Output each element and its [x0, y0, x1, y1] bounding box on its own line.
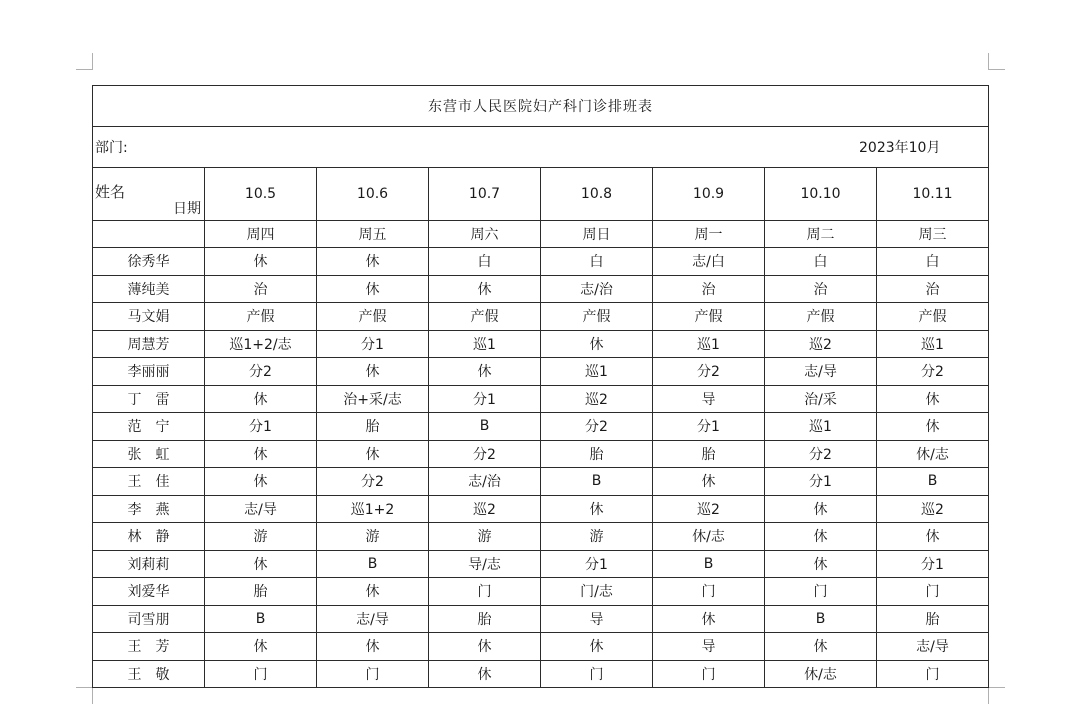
shift-cell[interactable]: 门 [205, 660, 317, 688]
date-cell[interactable]: 10.7 [429, 168, 541, 221]
shift-cell[interactable]: 休 [205, 633, 317, 661]
department-label: 部门: [95, 140, 128, 156]
shift-cell[interactable]: 巡1+2 [317, 495, 429, 523]
shift-cell[interactable]: B [541, 468, 653, 496]
shift-cell[interactable]: B [765, 605, 877, 633]
shift-cell[interactable]: 休 [653, 468, 765, 496]
weekday-cell[interactable]: 周三 [877, 221, 989, 248]
shift-cell[interactable]: B [317, 550, 429, 578]
shift-cell[interactable]: 巡1+2/志 [205, 330, 317, 358]
shift-cell[interactable]: 志/白 [653, 248, 765, 276]
table-row [93, 303, 989, 331]
shift-cell[interactable]: 胎 [317, 413, 429, 441]
crop-mark-top-right [988, 53, 1005, 70]
shift-cell[interactable]: 分2 [429, 440, 541, 468]
shift-cell[interactable]: 休 [765, 633, 877, 661]
shift-cell[interactable]: 导 [541, 605, 653, 633]
shift-cell[interactable]: 游 [429, 523, 541, 551]
shift-cell[interactable]: 门 [877, 578, 989, 606]
shift-cell[interactable]: 休 [317, 275, 429, 303]
shift-cell[interactable]: 产假 [765, 303, 877, 331]
shift-cell[interactable]: 游 [541, 523, 653, 551]
table-row [93, 248, 989, 276]
shift-cell[interactable]: 产假 [877, 303, 989, 331]
shift-cell[interactable]: B [429, 413, 541, 441]
shift-cell[interactable]: 导 [653, 385, 765, 413]
table-row [93, 440, 989, 468]
shift-cell[interactable]: 产假 [653, 303, 765, 331]
schedule-table [92, 85, 989, 688]
staff-name-cell[interactable]: 范 宁 [93, 413, 205, 441]
shift-cell[interactable]: 休 [205, 385, 317, 413]
shift-cell[interactable]: 休 [653, 605, 765, 633]
shift-cell[interactable]: 志/治 [541, 275, 653, 303]
shift-cell[interactable]: 休 [317, 440, 429, 468]
date-cell[interactable]: 10.9 [653, 168, 765, 221]
date-cell[interactable]: 10.6 [317, 168, 429, 221]
shift-cell[interactable]: 志/导 [877, 633, 989, 661]
weekday-cell[interactable]: 周二 [765, 221, 877, 248]
shift-cell[interactable]: 休 [877, 523, 989, 551]
staff-name-cell[interactable]: 刘莉莉 [93, 550, 205, 578]
shift-cell[interactable]: 巡1 [877, 330, 989, 358]
table-row [93, 275, 989, 303]
date-header: 日期 [173, 201, 201, 217]
shift-cell[interactable]: 休 [205, 550, 317, 578]
shift-cell[interactable]: 白 [541, 248, 653, 276]
table-row [93, 385, 989, 413]
shift-cell[interactable]: 志/导 [317, 605, 429, 633]
shift-cell[interactable]: 休 [765, 550, 877, 578]
date-cell[interactable]: 10.11 [877, 168, 989, 221]
shift-cell[interactable]: 游 [317, 523, 429, 551]
table-row [93, 578, 989, 606]
shift-cell[interactable]: 分1 [877, 550, 989, 578]
shift-cell[interactable]: 休 [205, 468, 317, 496]
shift-cell[interactable]: 产假 [541, 303, 653, 331]
shift-cell[interactable]: 分1 [653, 413, 765, 441]
weekday-cell[interactable]: 周四 [205, 221, 317, 248]
table-row [93, 413, 989, 441]
staff-name-cell[interactable]: 李 燕 [93, 495, 205, 523]
staff-name-cell[interactable]: 丁 雷 [93, 385, 205, 413]
date-cell[interactable]: 10.8 [541, 168, 653, 221]
department-month-cell[interactable] [93, 127, 989, 168]
shift-cell[interactable]: 休 [205, 440, 317, 468]
shift-cell[interactable]: 分2 [205, 358, 317, 386]
table-row [93, 523, 989, 551]
shift-cell[interactable]: 导/志 [429, 550, 541, 578]
shift-cell[interactable]: 休 [765, 495, 877, 523]
shift-cell[interactable]: 巡2 [877, 495, 989, 523]
staff-name-cell[interactable]: 马文娟 [93, 303, 205, 331]
shift-cell[interactable]: 志/治 [429, 468, 541, 496]
weekday-cell[interactable]: 周一 [653, 221, 765, 248]
shift-cell[interactable]: 胎 [653, 440, 765, 468]
table-row [93, 605, 989, 633]
staff-name-cell[interactable]: 周慧芳 [93, 330, 205, 358]
weekday-corner-cell[interactable] [93, 221, 205, 248]
shift-cell[interactable]: 休 [429, 633, 541, 661]
table-row [93, 468, 989, 496]
shift-cell[interactable]: B [205, 605, 317, 633]
staff-name-cell[interactable]: 张 虹 [93, 440, 205, 468]
table-row [93, 330, 989, 358]
shift-cell[interactable]: 巡2 [429, 495, 541, 523]
staff-name-cell[interactable]: 刘爱华 [93, 578, 205, 606]
staff-name-cell[interactable]: 薄纯美 [93, 275, 205, 303]
shift-cell[interactable]: 休 [429, 275, 541, 303]
shift-cell[interactable]: 休 [541, 330, 653, 358]
shift-cell[interactable]: 治 [205, 275, 317, 303]
weekday-cell[interactable]: 周日 [541, 221, 653, 248]
shift-cell[interactable]: 休 [877, 413, 989, 441]
shift-cell[interactable]: 休 [541, 495, 653, 523]
date-cell[interactable]: 10.10 [765, 168, 877, 221]
shift-cell[interactable]: 胎 [541, 440, 653, 468]
shift-cell[interactable]: 产假 [317, 303, 429, 331]
shift-cell[interactable]: 志/导 [205, 495, 317, 523]
staff-name-cell[interactable]: 李丽丽 [93, 358, 205, 386]
shift-cell[interactable]: 门 [765, 578, 877, 606]
header-diagonal-cell[interactable] [93, 168, 205, 221]
shift-cell[interactable]: 白 [429, 248, 541, 276]
shift-cell[interactable]: B [653, 550, 765, 578]
table-row [93, 633, 989, 661]
crop-mark-bottom-right [988, 687, 1005, 704]
shift-cell[interactable]: 巡1 [765, 413, 877, 441]
shift-cell[interactable]: 游 [205, 523, 317, 551]
shift-cell[interactable]: 胎 [205, 578, 317, 606]
shift-cell[interactable]: 门 [653, 660, 765, 688]
date-cell[interactable]: 10.5 [205, 168, 317, 221]
shift-cell[interactable]: 治 [877, 275, 989, 303]
name-header: 姓名 [95, 183, 126, 201]
table-row [93, 550, 989, 578]
shift-cell[interactable]: 治/采 [765, 385, 877, 413]
shift-cell[interactable]: 休 [317, 248, 429, 276]
staff-name-cell[interactable]: 徐秀华 [93, 248, 205, 276]
shift-cell[interactable]: 休 [317, 633, 429, 661]
shift-cell[interactable]: 巡1 [653, 330, 765, 358]
shift-cell[interactable]: 分2 [877, 358, 989, 386]
table-row [93, 660, 989, 688]
shift-cell[interactable]: 门/志 [541, 578, 653, 606]
shift-cell[interactable]: 休/志 [653, 523, 765, 551]
page-title[interactable]: 东营市人民医院妇产科门诊排班表 [93, 86, 989, 127]
shift-cell[interactable]: 分2 [317, 468, 429, 496]
shift-cell[interactable]: 胎 [877, 605, 989, 633]
staff-name-cell[interactable]: 林 静 [93, 523, 205, 551]
shift-cell[interactable]: 门 [429, 578, 541, 606]
shift-cell[interactable]: B [877, 468, 989, 496]
shift-cell[interactable]: 白 [877, 248, 989, 276]
shift-cell[interactable]: 分2 [541, 413, 653, 441]
shift-cell[interactable]: 休 [317, 358, 429, 386]
shift-cell[interactable]: 治+采/志 [317, 385, 429, 413]
crop-mark-bottom-left [76, 687, 93, 704]
weekday-cell[interactable]: 周六 [429, 221, 541, 248]
shift-cell[interactable]: 休 [877, 385, 989, 413]
shift-cell[interactable]: 分2 [765, 440, 877, 468]
shift-cell[interactable]: 休/志 [877, 440, 989, 468]
shift-cell[interactable]: 门 [541, 660, 653, 688]
shift-cell[interactable]: 白 [765, 248, 877, 276]
shift-cell[interactable]: 产假 [429, 303, 541, 331]
staff-name-cell[interactable]: 王 芳 [93, 633, 205, 661]
shift-cell[interactable]: 分2 [653, 358, 765, 386]
shift-cell[interactable]: 分1 [317, 330, 429, 358]
shift-cell[interactable]: 治 [765, 275, 877, 303]
shift-cell[interactable]: 门 [317, 660, 429, 688]
staff-name-cell[interactable]: 王 敬 [93, 660, 205, 688]
shift-cell[interactable]: 休 [429, 660, 541, 688]
shift-cell[interactable]: 导 [653, 633, 765, 661]
shift-cell[interactable]: 治 [653, 275, 765, 303]
shift-cell[interactable]: 休 [541, 633, 653, 661]
shift-cell[interactable]: 休/志 [765, 660, 877, 688]
shift-cell[interactable]: 休 [765, 523, 877, 551]
shift-cell[interactable]: 巡2 [765, 330, 877, 358]
shift-cell[interactable]: 分1 [205, 413, 317, 441]
shift-cell[interactable]: 胎 [429, 605, 541, 633]
shift-cell[interactable]: 分1 [765, 468, 877, 496]
shift-cell[interactable]: 休 [317, 578, 429, 606]
shift-cell[interactable]: 产假 [205, 303, 317, 331]
table-row [93, 495, 989, 523]
shift-cell[interactable]: 志/导 [765, 358, 877, 386]
shift-cell[interactable]: 门 [653, 578, 765, 606]
shift-cell[interactable]: 分1 [541, 550, 653, 578]
shift-cell[interactable]: 休 [429, 358, 541, 386]
shift-cell[interactable]: 巡1 [429, 330, 541, 358]
table-row [93, 358, 989, 386]
weekday-cell[interactable]: 周五 [317, 221, 429, 248]
shift-cell[interactable]: 门 [877, 660, 989, 688]
shift-cell[interactable]: 巡2 [541, 385, 653, 413]
crop-mark-top-left [76, 53, 93, 70]
staff-name-cell[interactable]: 司雪朋 [93, 605, 205, 633]
shift-cell[interactable]: 分1 [429, 385, 541, 413]
shift-cell[interactable]: 休 [205, 248, 317, 276]
shift-cell[interactable]: 巡2 [653, 495, 765, 523]
shift-cell[interactable]: 巡1 [541, 358, 653, 386]
month-label: 2023年10月 [859, 140, 941, 156]
staff-name-cell[interactable]: 王 佳 [93, 468, 205, 496]
